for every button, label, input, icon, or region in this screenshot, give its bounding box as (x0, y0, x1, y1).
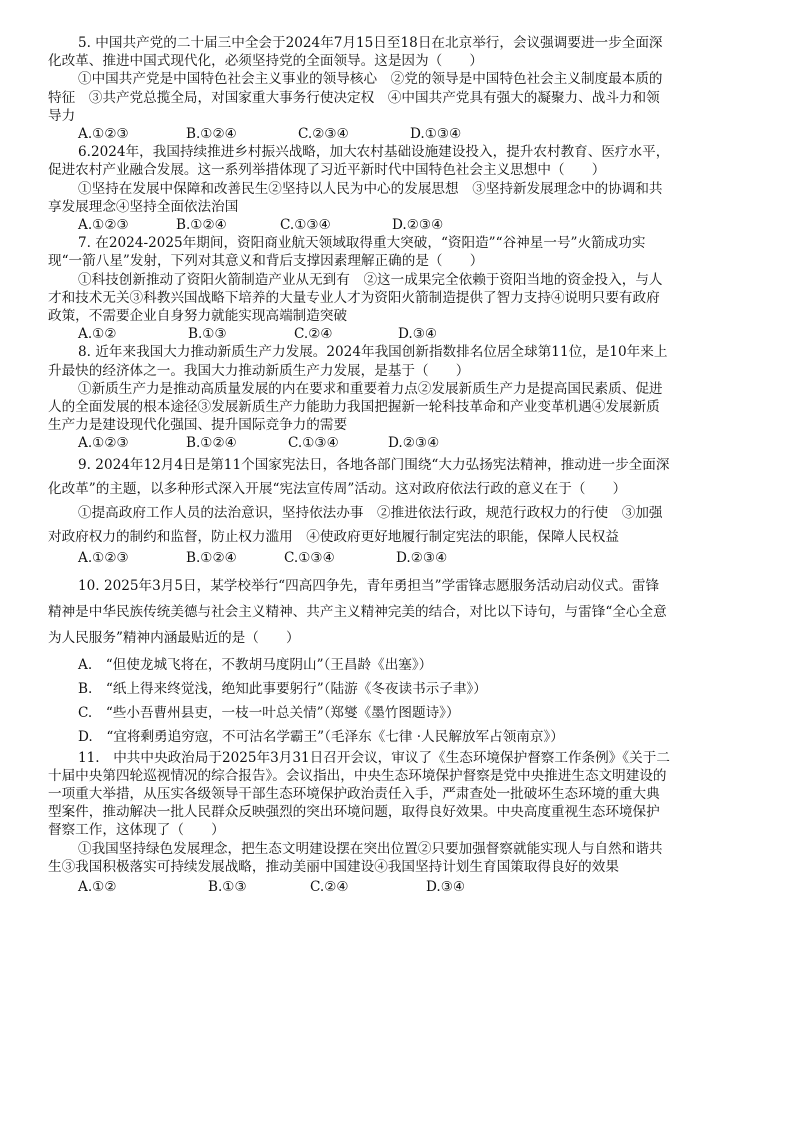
question-statements: ①坚持在发展中保障和改善民生②坚持以人民为中心的发展思想 ③坚持新发展理念中的协调和共享发展理念④坚持全面依法治国 (48, 180, 663, 215)
option-c: C.②④ (310, 879, 349, 896)
option-row (48, 549, 672, 573)
option-a: A. “但使龙城飞将在，不教胡马度阴山”（王昌龄《出塞》） (78, 656, 433, 673)
option-c: C. “些小吾曹州县吏，一枝一叶总关情”（郑燮《墨竹图题诗》） (78, 704, 460, 721)
option-a: A.①② (78, 326, 117, 343)
option-b: B. “纸上得来终觉浅，绝知此事要躬行”（陆游《冬夜读书示子聿》） (78, 680, 487, 697)
option-c: C.①③④ (288, 435, 339, 452)
option-b: B.①②④ (186, 435, 237, 452)
option-b: B.①③ (188, 326, 227, 343)
option-a: A.①②③ (78, 126, 129, 143)
option-d: D. “宜将剩勇追穷寇，不可沽名学霸王”（毛泽东《七律 ·人民解放军占领南京》） (78, 728, 564, 745)
question-9 (48, 453, 672, 573)
option-a: A.①②③ (78, 217, 129, 234)
question-stem: 10. 2025年3月5日，某学校举行“四高四争先，青年勇担当”学雷锋志愿服务活动启动仪式。雷锋精神是中华民族传统美德与社会主义精神、共产主义精神完美的结合，对比以下诗句，与雷锋“全心全意为人民服务”精神内涵最贴近的是（ ） (48, 577, 667, 646)
option-b: B.①②④ (186, 549, 237, 566)
question-statements: ①科技创新推动了资阳火箭制造产业从无到有 ②这一成果完全依赖于资阳当地的资金投入，与人才和技术无关③科教兴国战略下培养的大量专业人才为资阳火箭制造提供了智力支持④说明只要有政府政策，不需要企业自身努力就能实现高端制造突破 (48, 271, 663, 325)
exam-page (48, 34, 672, 898)
option-d: D.②③④ (396, 549, 448, 566)
option-b: B.①②④ (186, 126, 237, 143)
option-d: D.③④ (398, 326, 438, 343)
question-stem: 7. 在2024-2025年期间，资阳商业航天领域取得重大突破，“资阳造”“谷神星一号”火箭成功实现“一箭八星”发射，下列对其意义和背后支撑因素理解正确的是（ ） (48, 235, 646, 270)
question-5 (48, 34, 672, 143)
question-8 (48, 343, 672, 452)
option-c: C.②③④ (298, 126, 349, 143)
option-d: D.②③④ (388, 435, 440, 452)
question-6 (48, 143, 672, 234)
option-row (48, 434, 672, 452)
option-b: B.①②④ (176, 217, 227, 234)
option-row (48, 125, 672, 143)
option-c: C.②④ (294, 326, 333, 343)
option-b: B.①③ (208, 879, 247, 896)
question-stem: 11. 中共中央政治局于2025年3月31日召开会议，审议了《生态环境保护督察工作条例》《关于二十届中央第四轮巡视情况的综合报告》。会议指出，中央生态环境保护督察是党中央推进生态文明建设的一项重大举措，从压实各级领导干部生态环境保护政治责任入手，严肃查处一批破坏生态环境的重大典型案件，推动解决一批人民群众反映强烈的突出环境问题，取得良好效果。中央高度重视生态环境保护督察工作，这体现了（ ） (48, 749, 670, 839)
option-row (48, 216, 672, 234)
question-statements: ①中国共产党是中国特色社会主义事业的领导核心 ②党的领导是中国特色社会主义制度最本质的特征 ③共产党总揽全局，对国家重大事务行使决定权 ④中国共产党具有强大的凝聚力、战斗力和领导力 (48, 71, 663, 124)
question-10 (48, 573, 672, 749)
question-11 (48, 749, 672, 898)
option-c: C.①③④ (284, 549, 335, 566)
option-a: A.①②③ (78, 549, 129, 566)
option-row (48, 876, 672, 898)
option-d: D.②③④ (392, 217, 444, 234)
question-7 (48, 234, 672, 343)
option-a: A.①② (78, 879, 117, 896)
option-d: D.①③④ (410, 126, 462, 143)
question-stem: 5. 中国共产党的二十届三中全会于2024年7月15日至18日在北京举行，会议强调要进一步全面深化改革、推进中国式现代化，必须坚持党的全面领导。这是因为（ ） (48, 35, 663, 70)
question-stem: 9. 2024年12月4日是第11个国家宪法日，各地各部门围绕“大力弘扬宪法精神，推动进一步全面深化改革”的主题，以多种形式深入开展“宪法宣传周”活动。这对政府依法行政的意义在于（ ） (48, 456, 670, 497)
question-stem: 8. 近年来我国大力推动新质生产力发展。2024年我国创新指数排名位居全球第11位，是10年来上升最快的经济体之一。我国大力推动新质生产力发展，是基于（ ） (48, 344, 668, 379)
question-statements: ①提高政府工作人员的法治意识，坚持依法办事 ②推进依法行政，规范行政权力的行使 ③加强对政府权力的制约和监督，防止权力滥用 ④使政府更好地履行制定宪法的职能，保障人民权益 (48, 504, 663, 545)
option-row (48, 325, 672, 343)
question-statements: ①新质生产力是推动高质量发展的内在要求和重要着力点②发展新质生产力是提高国民素质、促进人的全面发展的根本途径③发展新质生产力能助力我国把握新一轮科技革命和产业变革机遇④发展新质生产力是建设现代化强国、提升国际竞争力的需要 (48, 380, 663, 434)
option-c: C.①③④ (280, 217, 331, 234)
option-d: D.③④ (426, 879, 466, 896)
question-statements: ①我国坚持绿色发展理念，把生态文明建设摆在突出位置②只要加强督察就能实现人与自然和谐共生③我国积极落实可持续发展战略，推动美丽中国建设④我国坚持计划生育国策取得良好的效果 (48, 840, 663, 875)
question-stem: 6.2024年，我国持续推进乡村振兴战略，加大农村基础设施建设投入，提升农村教育、医疗水平，促进农村产业融合发展。这一系列举措体现了习近平新时代中国特色社会主义思想中（ ） (48, 144, 670, 179)
option-a: A.①②③ (78, 435, 129, 452)
